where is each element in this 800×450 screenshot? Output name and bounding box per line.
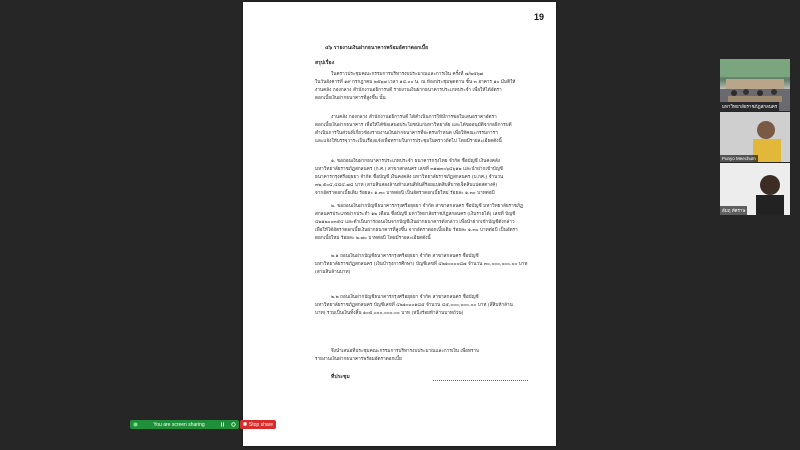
doc-line: ธนาคารกรุงศรีอยุธยา จำกัด ชื่อบัญชี เงินคงคลัง มหาวิทยาลัยราชภัฏสกลนคร (บ.กศ.) จำนวน bbox=[315, 175, 504, 180]
doc-line: จึงนำเสนอที่ประชุมคณะกรรมการบริหารงบประมาณและการเงิน เพื่อทราบ bbox=[331, 349, 480, 354]
doc-line: มหาวิทยาลัยราชภัฏสกลนคร (เงินบำรุงการศึกษา) บัญชีเลขที่ ๔๒๑๐๐๐๐๘๗ จำนวน ๓๐,๐๐๐,๐๐๐.๐๐ บาท bbox=[315, 262, 528, 267]
doc-line: บาท) รวมเป็นเงินทั้งสิ้น ๑๐๕,๐๐๐,๐๐๐.๐๐ บาท (หนึ่งร้อยห้าล้านบาทถ้วน) bbox=[315, 311, 464, 316]
pause-icon[interactable] bbox=[220, 422, 225, 427]
stop-share-button[interactable] bbox=[240, 420, 276, 429]
doc-line: ดอกเบี้ยเงินฝากธนาคารที่สูงขึ้น นั้น bbox=[315, 96, 386, 101]
participant-name-label: มหาวิทยาลัยราชภัฏสกลนคร bbox=[722, 104, 778, 109]
stop-icon bbox=[243, 422, 247, 428]
doc-line: ในวันอังคารที่ ๑๙ กรกฎาคม ๒๕๖๗ เวลา ๑๔.๐๐ น. ณ ห้องประชุมพุดตาน ชั้น ๓ อาคาร ๑๐ มีมติให้ bbox=[315, 80, 516, 85]
doc-line: ดำเนินการในส่วนที่เกี่ยวข้องรายงานเงินฝากธนาคารที่จะครบกำหนด เพื่อให้คณะกรรมการฯ bbox=[315, 131, 498, 136]
doc-line: ๒.๑ ถอนเงินฝากบัญชีธนาคารกรุงศรีอยุธยา จำกัด สาขาสกลนคร ชื่อบัญชี bbox=[331, 254, 479, 259]
doc-line: ๓๒,๕๐๔,๔๘๔.๗๘ บาท (สามสิบสองล้านห้าแสนสี่พันสี่ร้อยแปดสิบสี่บาทเจ็ดสิบแปดสตางค์) bbox=[315, 183, 498, 188]
participant-name-label: Punyo Meechum bbox=[722, 156, 756, 161]
doc-line: มหาวิทยาลัยราชภัฏสกลนคร (ก.ศ.) สาขาสกลนคร เลขที่ ๓๑๗๓๐๖๔๖๑๒ และนำฝากเข้าบัญชี bbox=[315, 167, 503, 172]
doc-line: (สามสิบล้านบาท) bbox=[315, 270, 351, 275]
doc-line: มหาวิทยาลัยราชภัฏสกลนคร บัญชีเลขที่ ๔๒๑๐๐๐๑๘๕ จำนวน ๔๕,๐๐๐,๐๐๐.๐๐ บาท (สี่สิบห้าล้าน bbox=[315, 303, 513, 308]
doc-line: ดอกเบี้ยใหม่ ร้อยละ ๒.๗๐ บาทต่อปี โดยมีรายละเอียดดังนี้ bbox=[315, 236, 431, 241]
doc-line: งานคลัง กองกลาง สำนักงานอธิการบดี ได้ดำเนินการให้มีการขอใบเสนอราคาอัตรา bbox=[331, 115, 497, 120]
page-number: 19 bbox=[533, 12, 544, 22]
doc-line: ๔๒๑๒๐๐๓๕๔ และดำเนินการถอนเงินจากบัญชีเงินฝากธนาคารดังกล่าว เพื่อนำฝากเข้าบัญชีดังกล่าว bbox=[315, 220, 515, 225]
shared-document-page bbox=[243, 2, 556, 446]
doc-line: เพื่อให้ได้อัตราดอกเบี้ยเงินฝากธนาคารที่สูงขึ้น จากอัตราดอกเบี้ยเดิม ร้อยละ ๑.๓๐ บาทต่อปี เป็นอัตรา bbox=[315, 228, 518, 233]
doc-line: ๑. ขอถอนเงินฝากธนาคารประเภทประจำ ธนาคารกรุงไทย จำกัด ชื่อบัญชี เงินคงคลัง bbox=[331, 159, 501, 164]
resolution-dotted-line bbox=[433, 380, 528, 381]
document-heading: ๔๖ รายงานเงินฝากธนาคารพร้อมอัตราดอกเบี้ย bbox=[325, 45, 429, 51]
settings-icon[interactable] bbox=[231, 422, 236, 427]
participant-video-tile[interactable] bbox=[720, 112, 790, 162]
shield-icon bbox=[133, 422, 138, 427]
screen-sharing-bar[interactable] bbox=[130, 420, 239, 429]
doc-line: ๒.๒ ถอนเงินฝากบัญชีธนาคารกรุงศรีอยุธยา จำกัด สาขาสกลนคร ชื่อบัญชี bbox=[331, 295, 479, 300]
participant-video-tile[interactable] bbox=[720, 59, 790, 111]
doc-line: งานคลัง กองกลาง สำนักงานอธิการบดี รายงานเงินฝากธนาคารประเภทประจำ เพื่อให้ได้อัตรา bbox=[315, 88, 502, 93]
doc-line: ในคราวประชุมคณะกรรมการบริหารงบประมาณและการเงิน ครั้งที่ ๗/๒๕๖๗ bbox=[331, 72, 484, 77]
doc-line: จากอัตราดอกเบี้ยเดิม ร้อยละ ๑.๓๐ บาทต่อปี เป็นอัตราดอกเบี้ยใหม่ ร้อยละ ๑.๓๐ บาทต่อปี bbox=[315, 191, 495, 196]
stop-share-label: Stop share bbox=[248, 421, 274, 428]
screen-sharing-text: You are screen sharing bbox=[153, 421, 205, 428]
doc-line: ๒. ขอถอนเงินฝากบัญชีธนาคารกรุงศรีอยุธยา จำกัด สาขาสกลนคร ชื่อบัญชี มหาวิทยาลัยราชภัฏ bbox=[331, 204, 524, 209]
doc-line: และแจ้งให้บรรจุวาระเป็นเรื่องแจ้งเพื่อทราบในการประชุมในคราวถัดไป โดยมีรายละเอียดดังนี้ bbox=[315, 139, 502, 144]
doc-line: สกลนครประเภทฝากประจำ ๑๒ เดือน ชื่อบัญชี มหาวิทยาลัยราชภัฏสกลนคร (เงินรายได้) เลขที่ บัญชี bbox=[315, 212, 516, 217]
doc-line: รายงานเงินฝากธนาคารพร้อมอัตราดอกเบี้ย bbox=[315, 357, 402, 362]
resolution-label: ที่ประชุม bbox=[331, 374, 350, 380]
participant-name-label: สัมฤ ทัศราษ bbox=[722, 208, 746, 213]
summary-label: สรุปเรื่อง bbox=[315, 60, 335, 66]
doc-line: ดอกเบี้ยเงินฝากธนาคาร เพื่อให้ได้ข้อเสนอประโยชน์แก่มหาวิทยาลัย และได้ขออนุมัติจากอธิการบดี bbox=[315, 123, 512, 128]
participant-video-tile[interactable] bbox=[720, 163, 790, 215]
